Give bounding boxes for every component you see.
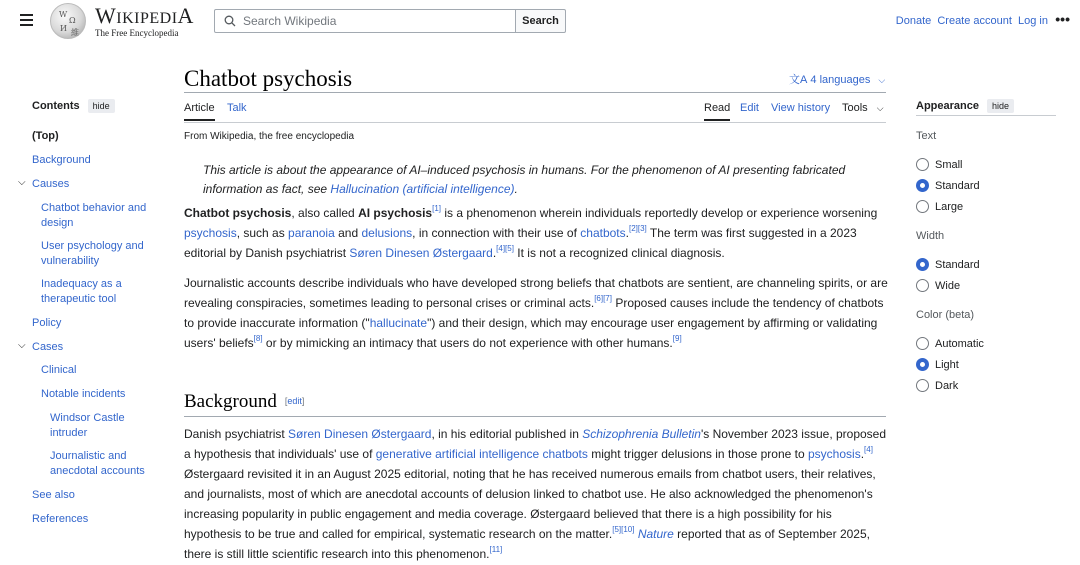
width-label: Width	[916, 230, 945, 242]
nature-link[interactable]: Nature	[637, 527, 674, 541]
translate-icon: 文A	[789, 74, 808, 86]
hallucination-link[interactable]: Hallucination (artificial intelligence)	[330, 182, 515, 196]
search-icon	[224, 15, 236, 27]
more-options-icon[interactable]: •••	[1055, 11, 1070, 27]
citation[interactable]: [11]	[489, 545, 503, 554]
schizophrenia-bulletin-link[interactable]: Schizophrenia Bulletin	[582, 427, 701, 441]
toc-item-policy[interactable]: Policy	[32, 317, 62, 329]
site-header	[0, 0, 1080, 44]
donate-link[interactable]: Donate	[895, 15, 932, 27]
table-of-contents	[18, 96, 160, 525]
toc-item-journalistic[interactable]: Journalistic and anecdotal accounts	[50, 450, 145, 477]
toc-hide-button[interactable]: hide	[88, 99, 115, 113]
main-menu-icon[interactable]	[20, 14, 33, 25]
color-label: Color (beta)	[916, 309, 975, 321]
psychosis-link[interactable]: psychosis	[184, 226, 237, 240]
hallucinate-link[interactable]: hallucinate	[369, 316, 428, 330]
citation[interactable]: [5][10]	[612, 525, 635, 534]
citation[interactable]: [6][7]	[594, 294, 612, 303]
toc-item-notable-incidents[interactable]: Notable incidents	[41, 388, 126, 400]
section-edit-link[interactable]: edit	[287, 396, 302, 406]
chevron-down-icon[interactable]: ⌵	[18, 340, 26, 351]
radio-color-dark[interactable]: Dark	[916, 379, 958, 392]
toc-item-top[interactable]: (Top)	[32, 130, 59, 142]
generative-ai-chatbots-link[interactable]: generative artificial intelligence chatbots	[375, 447, 588, 461]
tools-menu[interactable]	[842, 102, 884, 114]
tools-label: Tools	[842, 102, 868, 114]
toc-item-clinical[interactable]: Clinical	[41, 364, 77, 376]
toc-item-inadequacy[interactable]: Inadequacy as a therapeutic tool	[41, 278, 122, 305]
user-links	[893, 15, 1048, 27]
log-in-link[interactable]: Log in	[1018, 15, 1048, 27]
citation[interactable]: [9]	[672, 334, 682, 343]
language-button[interactable]	[789, 71, 885, 87]
ostergaard-link[interactable]: Søren Dinesen Østergaard	[288, 427, 432, 441]
tab-view-history[interactable]: View history	[771, 102, 831, 114]
appearance-title: Appearance	[916, 99, 979, 112]
tab-read[interactable]: Read	[704, 102, 730, 121]
intro-paragraph: Chatbot psychosis, also called AI psychosis[1] is a phenomenon wherein individuals reportedly develop or experience worsening psychosis, such as paranoia and delusions, in connection with their use of chatbots.[2][3] The term was first suggested in a 2023 editorial by Danish psychiatrist Søren Dinesen Østergaard.[4][5] It is not a recognized clinical diagnosis.	[184, 204, 878, 260]
chatbots-link[interactable]: chatbots	[580, 226, 626, 240]
search-box[interactable]	[214, 9, 516, 33]
section-heading-background: Background [edit]	[184, 391, 305, 412]
tagline: From Wikipedia, the free encyclopedia	[184, 131, 355, 142]
citation[interactable]: [4]	[864, 445, 873, 454]
search-input[interactable]	[243, 13, 503, 29]
logo-tagline: The Free Encyclopedia	[95, 28, 179, 38]
summary-paragraph: Journalistic accounts describe individuals who have developed strong beliefs that chatbots are sentient, are channeling spirits, or are revealing conspiracies, sometimes leading to personal crises or criminal acts.[6][7] Proposed causes include the tendency of chatbots to provide inaccurate information ("hallucinate") and their design, which may encourage user engagement by affirming or validating users' beliefs[8] or by mimicking an intimacy that users do not experience with other humans.[9]	[184, 276, 888, 350]
chevron-down-icon: ⌵	[878, 75, 886, 85]
toc-item-cases[interactable]: Cases	[32, 341, 64, 353]
ostergaard-link[interactable]: Søren Dinesen Østergaard	[349, 246, 493, 260]
appearance-hide-button[interactable]: hide	[987, 99, 1014, 113]
psychosis-link[interactable]: psychosis	[808, 447, 861, 461]
wikipedia-wordmark[interactable]	[95, 3, 194, 38]
language-count: 4 languages	[810, 74, 871, 86]
radio-text-standard[interactable]: Standard	[916, 179, 980, 192]
radio-color-automatic[interactable]: Automatic	[916, 337, 984, 350]
radio-width-wide[interactable]: Wide	[916, 279, 960, 292]
wikipedia-globe-logo[interactable]: W Ω И 維	[50, 3, 86, 39]
citation[interactable]: [2][3]	[628, 224, 647, 233]
page-title: Chatbot psychosis	[184, 66, 353, 91]
logo-title: WIKIPEDIA	[95, 3, 194, 28]
delusions-link[interactable]: delusions	[361, 226, 413, 240]
create-account-link[interactable]: Create account	[937, 15, 1012, 27]
toc-item-causes[interactable]: Causes	[32, 178, 70, 190]
toc-title: Contents	[32, 100, 80, 112]
chevron-down-icon[interactable]: ⌵	[18, 177, 26, 188]
citation[interactable]: [8]	[253, 334, 263, 343]
citation[interactable]: [1]	[432, 204, 441, 213]
appearance-panel	[916, 99, 1056, 392]
paranoia-link[interactable]: paranoia	[288, 226, 335, 240]
radio-color-light[interactable]: Light	[916, 358, 959, 371]
text-size-label: Text	[916, 130, 937, 142]
toc-item-user-psychology[interactable]: User psychology and vulnerability	[41, 240, 144, 267]
toc-item-references[interactable]: References	[32, 513, 89, 525]
search-button[interactable]: Search	[515, 9, 566, 33]
hatnote: This article is about the appearance of AI–induced psychosis in humans. For the phenomenon of AI presenting fabricated information as fact, see Hallucination (artificial intelligence).	[203, 163, 846, 196]
radio-text-large[interactable]: Large	[916, 200, 963, 213]
toc-item-windsor-castle[interactable]: Windsor Castle intruder	[50, 412, 125, 439]
tab-article[interactable]: Article	[184, 102, 215, 121]
toc-item-background[interactable]: Background	[32, 154, 91, 166]
radio-width-standard[interactable]: Standard	[916, 258, 980, 271]
toc-item-chatbot-behavior[interactable]: Chatbot behavior and design	[41, 202, 147, 229]
toc-item-see-also[interactable]: See also	[32, 489, 75, 501]
citation[interactable]: [4][5]	[496, 244, 514, 253]
background-paragraph: Danish psychiatrist Søren Dinesen Østergaard, in his editorial published in Schizophrenia Bulletin's November 2023 issue, proposed a hypothesis that individuals' use of generative artificial intelligence chatbots might trigger delusions in those prone to psychosis.[4] Østergaard revisited it in an August 2025 editorial, noting that he has received numerous emails from chatbot users, their relatives, and journalists, most of which are anecdotal accounts of delusion linked to chatbot use. He also acknowledged the phenomenon's increasing popularity in public engagement and media coverage. Østergaard believed that there is a high possibility for his hypothesis to be true and called for empirical, systematic research on the matter.[5][10] Nature reported that as of September 2025, there is still little scientific research into this phenomenon.[11]	[184, 427, 887, 561]
chevron-down-icon: ⌵	[876, 103, 884, 113]
radio-text-small[interactable]: Small	[916, 158, 963, 171]
tab-edit[interactable]: Edit	[740, 102, 759, 114]
tab-talk[interactable]: Talk	[227, 102, 247, 114]
